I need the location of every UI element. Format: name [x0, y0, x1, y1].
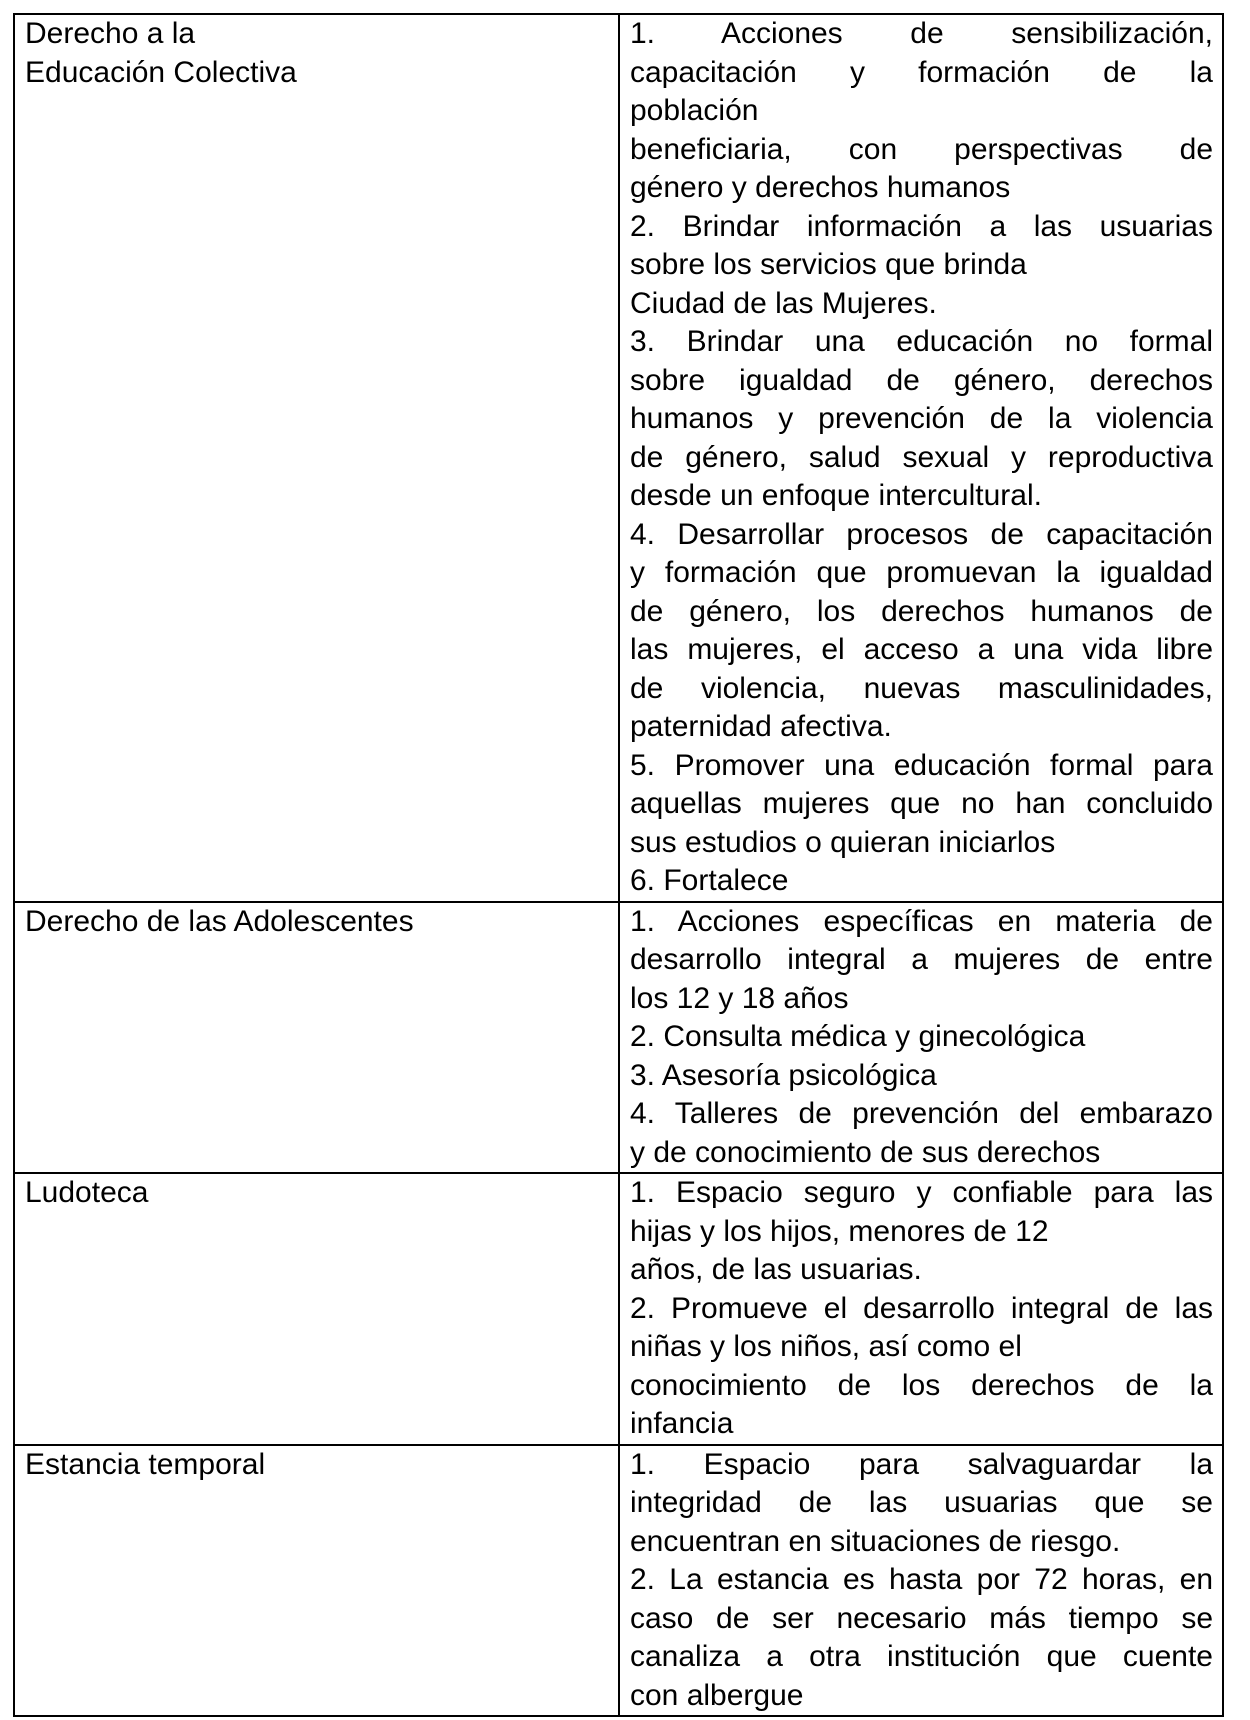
description-line: años, de las usuarias.	[630, 1253, 922, 1286]
description-line: 1. Espacio seguro y confiable para las	[630, 1176, 1213, 1209]
services-description-cell	[619, 1173, 1223, 1445]
description-line: 2. Promueve el desarrollo integral de las	[630, 1291, 1213, 1325]
description-line: 4. Desarrollar procesos de capacitación	[630, 517, 1213, 551]
description-line: 2. La estancia es hasta por 72 horas, en	[630, 1563, 1213, 1596]
description-line: 1. Acciones de sensibilización,	[630, 17, 1213, 50]
services-description-cell	[619, 902, 1223, 1174]
description-line: canaliza a otra institución que cuente	[630, 1640, 1213, 1673]
right-name-line: Derecho a la	[25, 17, 196, 50]
description-line: encuentran en situaciones de riesgo.	[630, 1524, 1121, 1558]
right-name-line: Derecho de las Adolescentes	[25, 904, 414, 938]
right-name-cell	[14, 1445, 619, 1717]
description-line: niñas y los niños, así como el	[630, 1330, 1022, 1363]
description-line: género y derechos humanos	[630, 171, 1011, 204]
description-line: población	[630, 94, 759, 127]
description-line: desde un enfoque intercultural.	[630, 479, 1042, 512]
description-line: capacitación y formación de la	[630, 55, 1213, 89]
description-line: de género, los derechos humanos de	[630, 594, 1213, 628]
right-name-line: Educación Colectiva	[25, 55, 297, 89]
description-line: 3. Asesoría psicológica	[630, 1058, 937, 1092]
description-line: integridad de las usuarias que se	[630, 1486, 1213, 1519]
description-line: y formación que promuevan la igualdad	[630, 556, 1213, 589]
table-row	[14, 1173, 1223, 1445]
table-row	[14, 902, 1223, 1174]
right-name-line: Estancia temporal	[25, 1447, 266, 1481]
description-line: beneficiaria, con perspectivas de	[630, 132, 1213, 166]
description-line: sus estudios o quieran iniciarlos	[630, 825, 1056, 859]
description-line: de violencia, nuevas masculinidades,	[630, 671, 1213, 705]
description-line: 1. Acciones específicas en materia de	[630, 904, 1213, 938]
description-line: 1. Espacio para salvaguardar la	[630, 1447, 1213, 1481]
services-description-cell	[619, 1445, 1223, 1717]
description-line: paternidad afectiva.	[630, 710, 892, 743]
description-line: 2. Consulta médica y ginecológica	[630, 1020, 1086, 1053]
description-line: humanos y prevención de la violencia	[630, 402, 1213, 435]
table-body	[14, 14, 1223, 1716]
description-line: los 12 y 18 años	[630, 981, 849, 1015]
services-description-cell	[619, 14, 1223, 902]
description-line: sobre igualdad de género, derechos	[630, 363, 1213, 397]
table-row	[14, 1445, 1223, 1717]
description-line: aquellas mujeres que no han concluido	[630, 787, 1213, 820]
description-line: hijas y los hijos, menores de 12	[630, 1214, 1049, 1248]
description-line: 3. Brindar una educación no formal	[630, 325, 1213, 358]
description-line: sobre los servicios que brinda	[630, 248, 1027, 281]
right-name-cell	[14, 14, 619, 902]
description-line: 4. Talleres de prevención del embarazo	[630, 1097, 1213, 1130]
description-line: conocimiento de los derechos de la	[630, 1368, 1213, 1402]
description-line: de género, salud sexual y reproductiva	[630, 440, 1213, 474]
description-line: 5. Promover una educación formal para	[630, 748, 1213, 782]
description-line: las mujeres, el acceso a una vida libre	[630, 633, 1213, 666]
right-name-cell	[14, 1173, 619, 1445]
description-line: y de conocimiento de sus derechos	[630, 1135, 1101, 1169]
description-line: infancia	[630, 1407, 734, 1440]
right-name-line: Ludoteca	[25, 1176, 149, 1209]
table-row	[14, 14, 1223, 902]
description-line: Ciudad de las Mujeres.	[630, 286, 937, 320]
description-line: desarrollo integral a mujeres de entre	[630, 943, 1213, 976]
description-line: 6. Fortalece	[630, 864, 789, 897]
description-line: con albergue	[630, 1678, 804, 1712]
services-table	[13, 13, 1224, 1717]
right-name-cell	[14, 902, 619, 1174]
description-line: caso de ser necesario más tiempo se	[630, 1601, 1213, 1635]
description-line: 2. Brindar información a las usuarias	[630, 209, 1213, 243]
